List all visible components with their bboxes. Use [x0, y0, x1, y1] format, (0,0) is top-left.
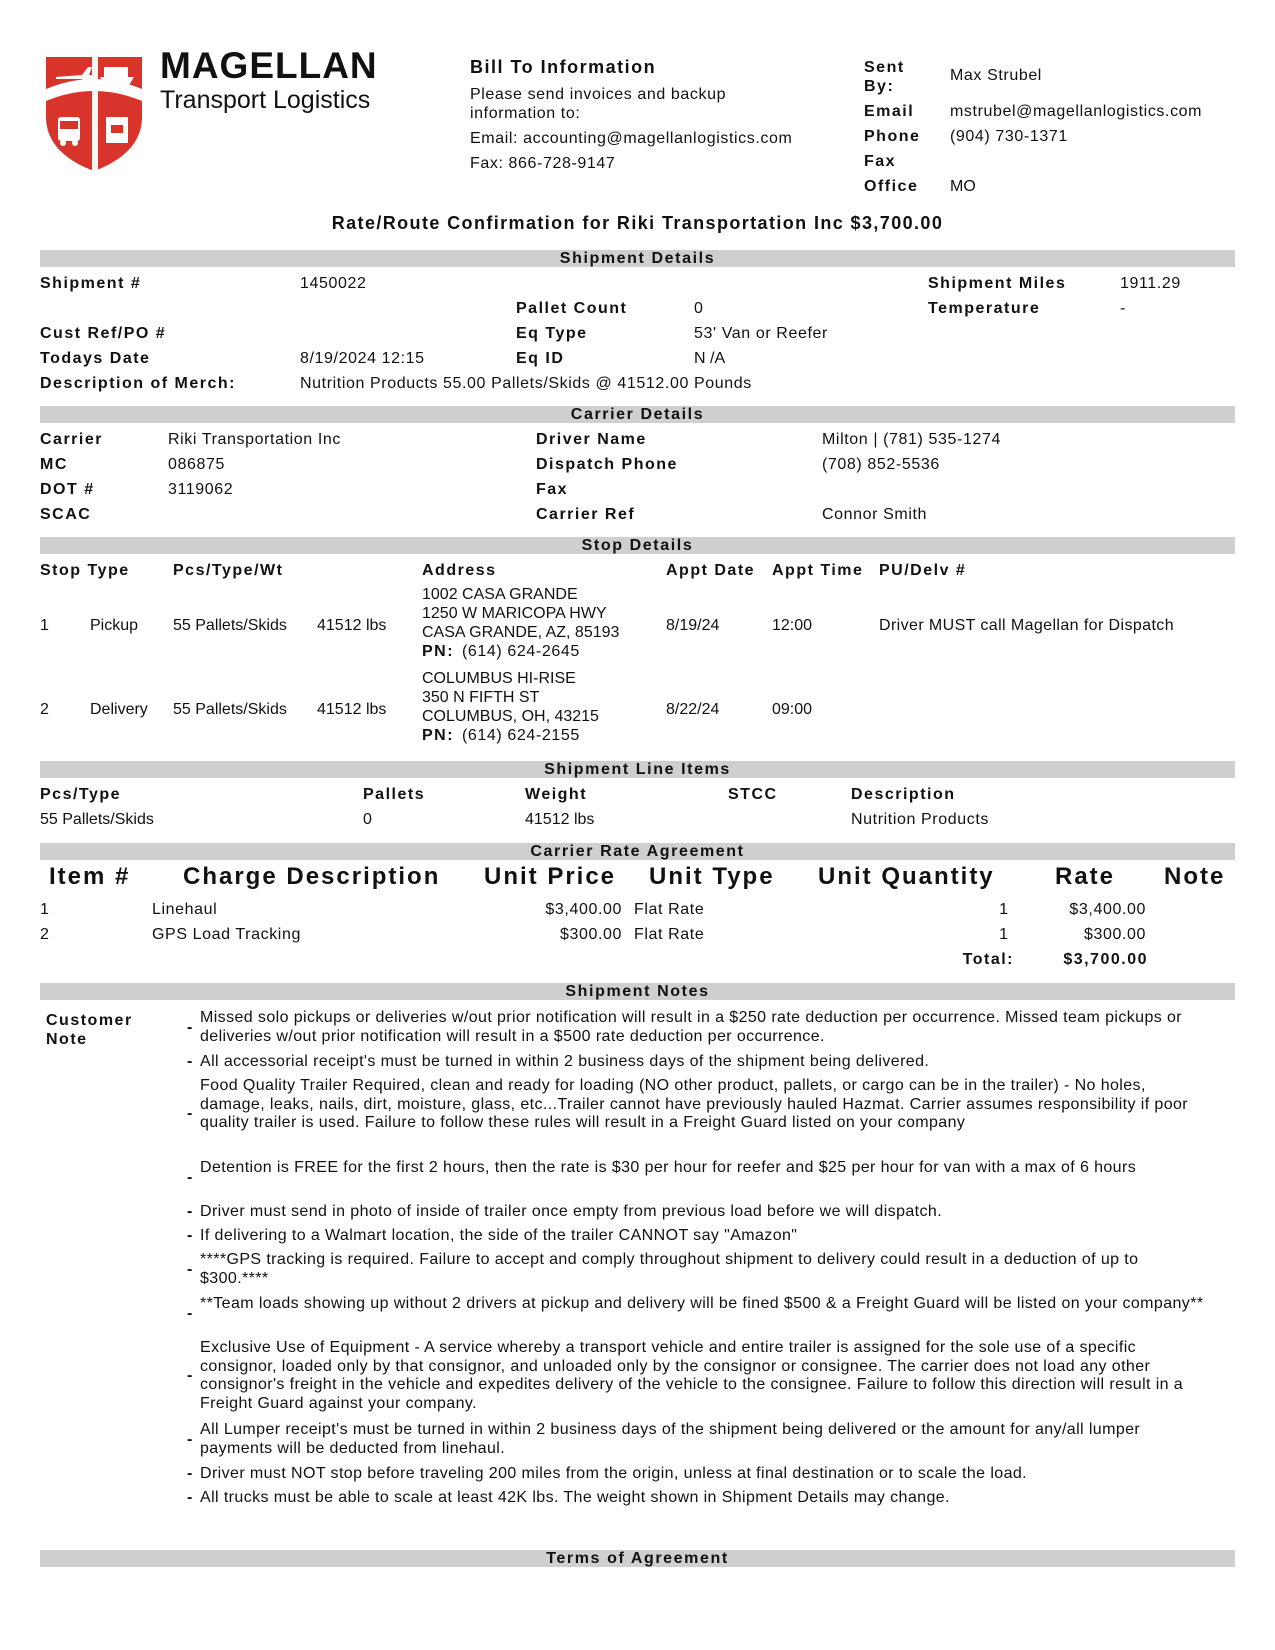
- line-items-bar: [40, 761, 1235, 778]
- pallet-count-label: Pallet Count: [516, 300, 628, 317]
- address-header: Address: [422, 562, 497, 579]
- merch-description: Nutrition Products 55.00 Pallets/Skids @ 41512.00 Pounds: [300, 375, 752, 392]
- stop-address-line3: CASA GRANDE, AZ, 85193: [422, 624, 620, 641]
- stop-address-line1: 1002 CASA GRANDE: [422, 586, 578, 603]
- list-item: - All trucks must be able to scale at least 42K lbs. The weight shown in Shipment Details may change.: [200, 1489, 1210, 1508]
- appt-time-header: Appt Time: [772, 562, 864, 579]
- stop-appt-time: 12:00: [772, 617, 813, 634]
- rate-amount: $3,400.00: [1069, 901, 1146, 918]
- rate-unit-price: $300.00: [559, 926, 622, 943]
- terms-title: Terms of Agreement: [546, 1550, 729, 1567]
- carrier-name: Riki Transportation Inc: [168, 431, 341, 448]
- scac-label: SCAC: [40, 506, 92, 523]
- note-text: All trucks must be able to scale at least 42K lbs. The weight shown in Shipment Details may change.: [200, 1489, 950, 1506]
- note-text: Food Quality Trailer Required, clean and ready for loading (NO other product, pallets, or cargo can be in the trailer) - No holes, damage, leaks, nails, dirt, moisture, glass, etc...Trailer cannot have previously hauled Hazmat. Carrier assumes responsibility if poor quality trailer is used. Failure to follow these rules will result in a Freight Guard listed on your company: [200, 1077, 1189, 1132]
- stop-pn-label: PN:: [422, 643, 455, 660]
- note-text: Exclusive Use of Equipment - A service whereby a transport vehicle and entire trailer is assigned for the sole use of a specific consignor, loaded only by that consignor, and unloaded only by the consignor or consignee. The carrier does not load any other consignor's freight in the vehicle and expedites delivery of the vehicle to the consignee. Failure to follow this direction will result in a Freight Guard against your company.: [200, 1339, 1184, 1413]
- customer-note-label: Customer: [46, 1012, 133, 1029]
- shipment-notes-title: Shipment Notes: [565, 983, 710, 1000]
- rate-charge: GPS Load Tracking: [152, 926, 301, 943]
- list-item: - ****GPS tracking is required. Failure to accept and comply throughout shipment to delivery could result in a deduction of up to $300.****: [200, 1251, 1210, 1288]
- stop-pn-label: PN:: [422, 727, 455, 744]
- item-no-header: Item #: [49, 863, 131, 890]
- rate-unit-price: $3,400.00: [545, 901, 622, 918]
- note-text: Driver must send in photo of inside of trailer once empty from previous load before we will dispatch.: [200, 1203, 943, 1220]
- stop-type: Delivery: [90, 701, 148, 718]
- rate-charge: Linehaul: [152, 901, 218, 918]
- rate-unit-type: Flat Rate: [634, 901, 705, 918]
- shipment-details-bar: [40, 250, 1235, 267]
- dot-label: DOT #: [40, 481, 95, 498]
- sent-by-label2: By:: [864, 78, 895, 95]
- stop-pn: (614) 624-2155: [462, 727, 580, 744]
- phone-label: Phone: [864, 128, 921, 145]
- rate-unit-type: Flat Rate: [634, 926, 705, 943]
- shipment-details-title: Shipment Details: [559, 250, 716, 267]
- bill-to-line1: Please send invoices and backup: [470, 86, 727, 103]
- note-text: If delivering to a Walmart location, the side of the trailer CANNOT say "Amazon": [200, 1227, 798, 1244]
- temperature: -: [1120, 300, 1126, 317]
- driver-name-label: Driver Name: [536, 431, 647, 448]
- bill-to-email: Email: accounting@magellanlogistics.com: [470, 130, 793, 147]
- company-logo: [42, 55, 146, 173]
- list-item: - Exclusive Use of Equipment - A service whereby a transport vehicle and entire trailer is assigned for the sole use of a specific consignor, loaded only by that consignor, and unloaded only by the consignor or consignee. The carrier does not load any other consignor's freight in the vehicle and expedites delivery of the vehicle to the consignee. Failure to follow this direction will result in a Freight Guard against your company.: [200, 1339, 1210, 1414]
- rate-header: Rate: [1055, 863, 1116, 890]
- stop-number: 1: [40, 617, 49, 634]
- list-item: - All Lumper receipt's must be turned in within 2 business days of the shipment being delivered or the amount for any/all lumper payments will be deducted from linehaul.: [200, 1421, 1210, 1458]
- temperature-label: Temperature: [928, 300, 1041, 317]
- eq-type-label: Eq Type: [516, 325, 588, 342]
- mc-number: 086875: [168, 456, 225, 473]
- carrier-details-title: Carrier Details: [570, 406, 705, 423]
- stop-address-line2: 350 N FIFTH ST: [422, 689, 540, 706]
- note-text: Detention is FREE for the first 2 hours, then the rate is $30 per hour for reefer and $25 per hour for van with a max of 6 hours: [200, 1159, 1137, 1176]
- line-weight-header: Weight: [525, 786, 588, 803]
- line-stcc-header: STCC: [728, 786, 778, 803]
- company-name: MAGELLAN: [160, 45, 378, 86]
- phone-value: (904) 730-1371: [950, 128, 1068, 145]
- email-value: mstrubel@magellanlogistics.com: [950, 103, 1203, 120]
- stop-appt-time: 09:00: [772, 701, 813, 718]
- stop-address-line1: COLUMBUS HI-RISE: [422, 670, 576, 687]
- line-items-title: Shipment Line Items: [544, 761, 731, 778]
- line-pcs-header: Pcs/Type: [40, 786, 122, 803]
- rate-item-no: 1: [40, 901, 49, 918]
- line-weight: 41512 lbs: [525, 811, 595, 828]
- stop-weight: 41512 lbs: [317, 617, 387, 634]
- stop-appt-date: 8/19/24: [666, 617, 720, 634]
- todays-date: 8/19/2024 12:15: [300, 350, 425, 367]
- stop-pn: (614) 624-2645: [462, 643, 580, 660]
- pallet-count: 0: [694, 300, 703, 317]
- stop-weight: 41512 lbs: [317, 701, 387, 718]
- stop-appt-date: 8/22/24: [666, 701, 720, 718]
- rate-qty: 1: [999, 901, 1008, 918]
- shipment-miles: 1911.29: [1120, 275, 1181, 292]
- stop-number: 2: [40, 701, 49, 718]
- appt-date-header: Appt Date: [666, 562, 756, 579]
- shipment-no-label: Shipment #: [40, 275, 142, 292]
- list-item: - All accessorial receipt's must be turned in within 2 business days of the shipment being delivered.: [200, 1053, 1210, 1072]
- note-text: All accessorial receipt's must be turned in within 2 business days of the shipment being delivered.: [200, 1053, 930, 1070]
- fax-label: Fax: [864, 153, 897, 170]
- line-pallets-header: Pallets: [363, 786, 426, 803]
- stop-type-header: Stop Type: [40, 562, 130, 579]
- rate-amount: $300.00: [1083, 926, 1146, 943]
- line-pcs: 55 Pallets/Skids: [40, 811, 154, 828]
- dispatch-phone-label: Dispatch Phone: [536, 456, 678, 473]
- rate-qty: 1: [999, 926, 1008, 943]
- carrier-ref: Connor Smith: [822, 506, 928, 523]
- stop-pcs: 55 Pallets/Skids: [173, 701, 287, 718]
- dispatch-phone: (708) 852-5536: [822, 456, 940, 473]
- note-text: **Team loads showing up without 2 drivers at pickup and delivery will be fined $500 & a Freight Guard will be listed on your company**: [200, 1295, 1204, 1312]
- terms-bar: [40, 1550, 1235, 1567]
- note-header: Note: [1164, 863, 1226, 890]
- cust-ref-label: Cust Ref/PO #: [40, 325, 167, 342]
- total-label: Total:: [962, 951, 1014, 968]
- list-item: - Driver must NOT stop before traveling 200 miles from the origin, unless at final destination or to scale the load.: [200, 1465, 1210, 1484]
- note-text: Missed solo pickups or deliveries w/out prior notification will result in a $250 rate deduction per occurrence. Missed team pickups or deliveries w/out prior notification will result in a $500 rate deduction per occurrence.: [200, 1009, 1183, 1045]
- unit-price-header: Unit Price: [484, 863, 617, 890]
- charge-desc-header: Charge Description: [183, 863, 441, 890]
- stop-address-line3: COLUMBUS, OH, 43215: [422, 708, 599, 725]
- bill-to-title: Bill To Information: [470, 57, 657, 77]
- stop-address-line2: 1250 W MARICOPA HWY: [422, 605, 607, 622]
- stop-details-bar: [40, 537, 1235, 554]
- pu-delv-header: PU/Delv #: [879, 562, 967, 579]
- list-item: - Driver must send in photo of inside of trailer once empty from previous load before we will dispatch.: [200, 1203, 1210, 1222]
- note-text: ****GPS tracking is required. Failure to accept and comply throughout shipment to delivery could result in a deduction of up to $300.****: [200, 1251, 1139, 1287]
- list-item: - **Team loads showing up without 2 drivers at pickup and delivery will be fined $500 & a Freight Guard will be listed on your company**: [200, 1295, 1210, 1314]
- list-item: - Missed solo pickups or deliveries w/out prior notification will result in a $250 rate deduction per occurrence. Missed team pickups or deliveries w/out prior notification will result in a $500 rate deduction per occurrence.: [200, 1009, 1210, 1046]
- office-label: Office: [864, 178, 919, 195]
- total-amount: $3,700.00: [1063, 951, 1148, 968]
- email-label: Email: [864, 103, 915, 120]
- office-value: MO: [950, 178, 976, 195]
- customer-note-label2: Note: [46, 1031, 88, 1048]
- stop-pcs: 55 Pallets/Skids: [173, 617, 287, 634]
- rate-agreement-bar: [40, 843, 1235, 860]
- todays-date-label: Todays Date: [40, 350, 151, 367]
- bill-to-fax: Fax: 866-728-9147: [470, 155, 616, 172]
- carrier-ref-label: Carrier Ref: [536, 506, 636, 523]
- list-item: - If delivering to a Walmart location, the side of the trailer CANNOT say "Amazon": [200, 1227, 1210, 1246]
- note-text: All Lumper receipt's must be turned in within 2 business days of the shipment being delivered or the amount for any/all lumper payments will be deducted from linehaul.: [200, 1421, 1141, 1457]
- carrier-label: Carrier: [40, 431, 103, 448]
- document-title: Rate/Route Confirmation for Riki Transportation Inc $3,700.00: [331, 213, 944, 233]
- sent-by-label: Sent: [864, 59, 905, 76]
- merch-label: Description of Merch:: [40, 375, 236, 392]
- carrier-fax-label: Fax: [536, 481, 569, 498]
- shipment-miles-label: Shipment Miles: [928, 275, 1067, 292]
- dot-number: 3119062: [168, 481, 234, 498]
- note-text: Driver must NOT stop before traveling 200 miles from the origin, unless at final destination or to scale the load.: [200, 1465, 1028, 1482]
- eq-id-label: Eq ID: [516, 350, 565, 367]
- bill-to-line2: information to:: [470, 105, 581, 122]
- list-item: - Detention is FREE for the first 2 hours, then the rate is $30 per hour for reefer and $25 per hour for van with a max of 6 hours: [200, 1159, 1210, 1178]
- unit-type-header: Unit Type: [649, 863, 775, 890]
- sent-by-value: Max Strubel: [950, 67, 1042, 84]
- rate-item-no: 2: [40, 926, 49, 943]
- shipment-notes-bar: [40, 983, 1235, 1000]
- unit-quantity-header: Unit Quantity: [818, 863, 995, 890]
- line-desc-header: Description: [851, 786, 956, 803]
- stop-pu-delv: Driver MUST call Magellan for Dispatch: [879, 617, 1174, 634]
- list-item: - Food Quality Trailer Required, clean and ready for loading (NO other product, pallets, or cargo can be in the trailer) - No holes, damage, leaks, nails, dirt, moisture, glass, etc...Trailer cannot have previously hauled Hazmat. Carrier assumes responsibility if poor quality trailer is used. Failure to follow these rules will result in a Freight Guard listed on your company: [200, 1077, 1210, 1133]
- shipment-no: 1450022: [300, 275, 367, 292]
- driver-name: Milton | (781) 535-1274: [822, 431, 1001, 448]
- pcs-type-wt-header: Pcs/Type/Wt: [173, 562, 284, 579]
- carrier-details-bar: [40, 406, 1235, 423]
- rate-agreement-title: Carrier Rate Agreement: [530, 843, 745, 860]
- stop-type: Pickup: [90, 617, 139, 634]
- line-description: Nutrition Products: [851, 811, 989, 828]
- company-subtitle: Transport Logistics: [160, 86, 371, 114]
- eq-type: 53' Van or Reefer: [694, 325, 828, 342]
- line-pallets: 0: [363, 811, 372, 828]
- shield-logo-icon: [42, 55, 146, 173]
- mc-label: MC: [40, 456, 68, 473]
- eq-id: N /A: [694, 350, 726, 367]
- stop-details-title: Stop Details: [581, 537, 694, 554]
